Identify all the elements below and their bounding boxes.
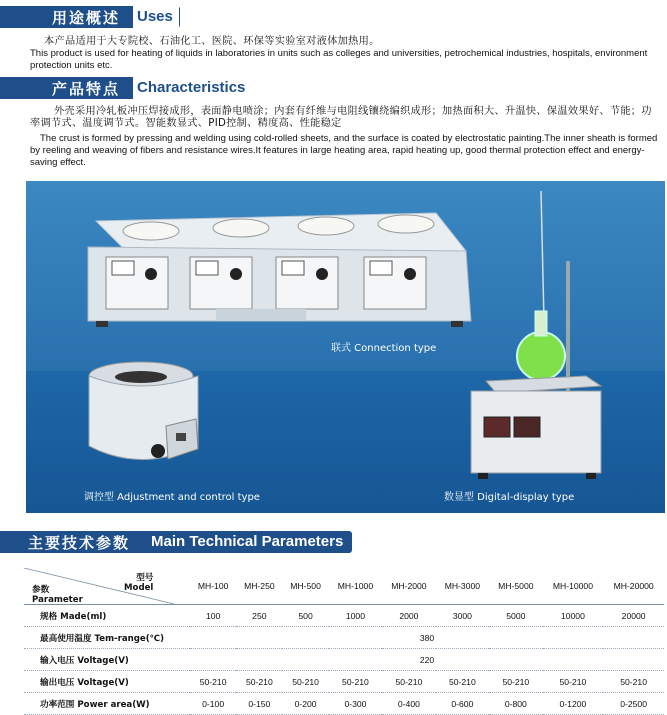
product-photo-panel <box>26 181 665 513</box>
table-cell: 50-210 <box>282 671 328 693</box>
params-title-cn: 主要技术参数 <box>28 534 131 552</box>
table-cell: 5000 <box>489 605 542 627</box>
row-label: 功率范围 Power area(W) <box>24 693 190 715</box>
params-table <box>24 568 664 715</box>
table-cell: 20000 <box>603 605 664 627</box>
characteristics-text-en: The crust is formed by pressing and welding using cold-rolled sheets, and the surface is coated by electrostatic painting.The inner sheath is formed by reeling and weaving of fibers and resistance wires.It features in large heating area, rapid heating up, good thermal protection effect and energy-saving effect. <box>30 133 658 168</box>
table-cell: 100 <box>190 605 236 627</box>
table-cell: 50-210 <box>436 671 489 693</box>
table-cell: 50-210 <box>543 671 604 693</box>
model-cell: MH-1000 <box>329 568 382 605</box>
model-cell: MH-5000 <box>489 568 542 605</box>
table-cell: 0-600 <box>436 693 489 715</box>
characteristics-title-en: Characteristics <box>133 77 251 99</box>
caption-adjustment-type: 调控型 Adjustment and control type <box>84 492 260 503</box>
uses-title-cn: 用途概述 <box>52 9 121 27</box>
model-cell: MH-100 <box>190 568 236 605</box>
header-param-label: 参数 Parameter <box>32 585 83 605</box>
table-cell: 1000 <box>329 605 382 627</box>
table-cell: 3000 <box>436 605 489 627</box>
header-model-label: 型号 Model <box>124 573 154 593</box>
table-row-temp-range <box>24 627 664 649</box>
row-label: 输入电压 Voltage(V) <box>24 649 190 671</box>
table-cell: 50-210 <box>190 671 236 693</box>
table-cell: 50-210 <box>329 671 382 693</box>
digital-type-mantle-image <box>471 191 601 479</box>
table-cell: 0-150 <box>236 693 282 715</box>
params-header-row <box>24 568 664 605</box>
row-label: 规格 Made(ml) <box>24 605 190 627</box>
table-cell: 250 <box>236 605 282 627</box>
model-cell: MH-10000 <box>543 568 604 605</box>
connection-type-mantle-image <box>88 213 471 327</box>
model-cell: MH-20000 <box>603 568 664 605</box>
adjustment-type-mantle-image <box>89 362 198 460</box>
params-corner-cell <box>24 568 190 605</box>
table-cell-span: 380 <box>190 627 664 649</box>
table-cell: 0-1200 <box>543 693 604 715</box>
model-cell: MH-3000 <box>436 568 489 605</box>
table-cell: 500 <box>282 605 328 627</box>
table-row-input-voltage <box>24 649 664 671</box>
params-title-en: Main Technical Parameters <box>151 533 344 550</box>
table-row-power-area <box>24 693 664 715</box>
table-cell: 0-400 <box>382 693 435 715</box>
model-cell: MH-2000 <box>382 568 435 605</box>
table-cell: 50-210 <box>489 671 542 693</box>
table-cell: 50-210 <box>236 671 282 693</box>
uses-text-cn: 本产品适用于大专院校、石油化工、医院、环保等实验室对液体加热用。 <box>44 36 380 47</box>
characteristics-header <box>0 77 667 99</box>
table-cell: 0-2500 <box>603 693 664 715</box>
caption-digital-type: 数显型 Digital-display type <box>444 492 575 503</box>
table-cell: 10000 <box>543 605 604 627</box>
params-header <box>0 531 667 553</box>
table-cell: 0-200 <box>282 693 328 715</box>
table-row-output-voltage <box>24 671 664 693</box>
table-cell: 0-300 <box>329 693 382 715</box>
table-cell: 50-210 <box>603 671 664 693</box>
row-label: 输出电压 Voltage(V) <box>24 671 190 693</box>
table-cell: 0-800 <box>489 693 542 715</box>
caption-connection-type: 联式 Connection type <box>331 343 437 354</box>
table-row-volume <box>24 605 664 627</box>
model-cell: MH-250 <box>236 568 282 605</box>
row-label: 最高使用温度 Tem-range(℃) <box>24 627 190 649</box>
table-cell: 0-100 <box>190 693 236 715</box>
uses-header <box>0 6 667 28</box>
model-cell: MH-500 <box>282 568 328 605</box>
uses-text-en: This product is used for heating of liquids in laboratories in units such as colleges and universities, petrochemical industries, hospitals, environment protection units etc. <box>30 48 648 71</box>
uses-title-en: Uses <box>133 6 179 28</box>
characteristics-title-cn: 产品特点 <box>52 80 121 98</box>
table-cell-span: 220 <box>190 649 664 671</box>
table-cell: 2000 <box>382 605 435 627</box>
characteristics-text-cn: 外壳采用冷轧板冲压焊接成形，表面静电喷涂；内套有纤维与电阻线镶绕编织成形；加热面积大、升温快、保温效果好、节能；功率调节式、温度调节式。智能数显式、PID控制、精度高、性能稳定 <box>30 106 652 129</box>
table-cell: 50-210 <box>382 671 435 693</box>
